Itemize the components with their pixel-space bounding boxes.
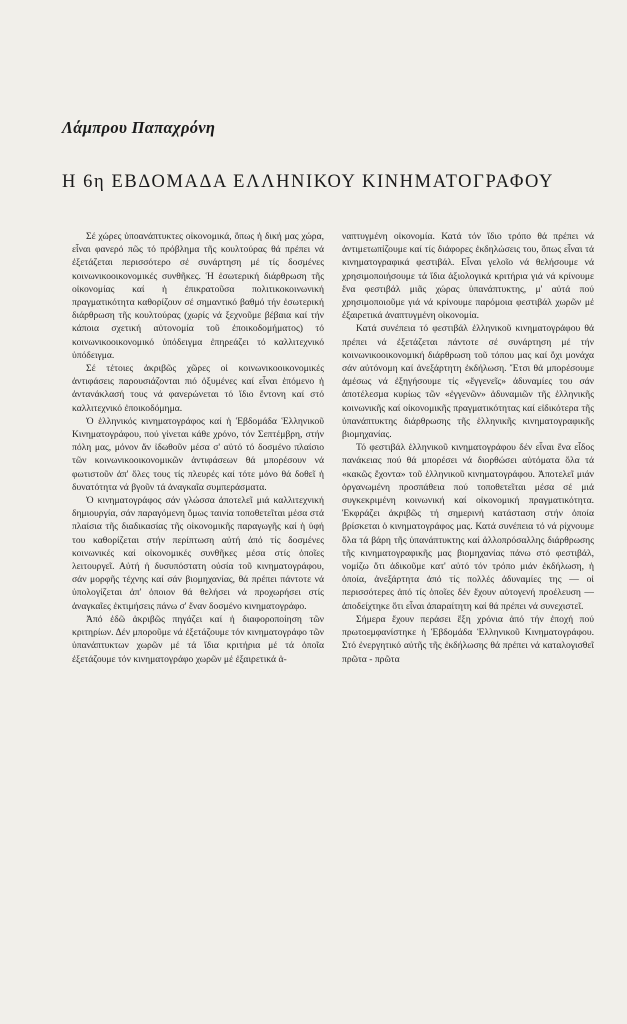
paragraph: Ἀπό ἐδῶ ἀκριβῶς πηγάζει καί ἡ διαφοροποίηση τῶν κριτηρίων. Δέν μποροῦμε νά ἐξετάζουμε τόν κινηματογράφο τῶν ὑπανάπτυκτων χωρῶν μέ τά ἴδια κριτήρια μέ τά ὁποῖα ἐξετάζουμε τόν κινηματογράφο χωρῶν μέ ἐξαιρετικά ἀ- bbox=[72, 613, 324, 665]
author-name: Λάμπρου Παπαχρόνη bbox=[62, 118, 216, 137]
article-title: Η 6η ΕΒΔΟΜΑΔΑ ΕΛΛΗΝΙΚΟΥ ΚΙΝΗΜΑΤΟΓΡΑΦΟΥ bbox=[62, 172, 554, 192]
paragraph: Σέ τέτοιες ἀκριβῶς χῶρες οἱ κοινωνικοοικονομικές ἀντιφάσεις παρουσιάζονται πιό ὀξυμένες καί εἶναι ἑπόμενο ἡ ἀντανάκλασή τους νά φανερώνεται τό ἴδιο ἔντονη καί στό καλλιτεχνικό ἐποικοδόμημα. bbox=[72, 363, 324, 414]
paragraph: Σέ χώρες ὑποανάπτυκτες οἰκονομικά, ὅπως ἡ δική μας χώρα, εἶναι φανερό πῶς τό πρόβλημα τῆς κουλτούρας θά πρέπει νά ἐξετάζεται περισσότερο σέ συνάρτηση μέ τίς δοσμένες κοινωνικοοικονομικές συνθῆκες. Ἡ ἐσωτερική διάρθρωση τῆς οἰκονομίας καί ἡ ἐπικρατοῦσα πολιτικοκοινωνική πραγματικότητα καθορίζουν σέ σημαντικό βαθμό τήν ἐσωτερική διάρθρωση τῆς κουλτούρας (χωρίς νά ξεχνοῦμε βέβαια καί τήν κάποια σχετική αὐτονομία τοῦ ἐποικοδομήματος) τό κοινωνικοοικονομικό ὑπόδειγμα ἐπηρεάζει τό καλλιτεχνικό ὑπόδειγμα. bbox=[72, 231, 324, 361]
paragraph: ναπτυγμένη οἰκονομία. Κατά τόν ἴδιο τρόπο θά πρέπει νά ἀντιμετωπίζουμε καί τίς διάφορες ἐκδηλώσεις του, ὅπως εἶναι τά κινηματογραφικά φεστιβάλ. Εἶναι γελοῖο νά θελήσουμε νά χρησιμοποιήσουμε τά ἴδια ἀξιολογικά κριτήρια γιά νά κρίνουμε ἕνα φεστιβάλ μιᾶς χώρας ὑπανάπτυκτης, μ' αὐτά πού χρησιμοποιοῦμε γιά νά κρίνουμε παρόμοια φεστιβάλ χωρῶν μέ ἐξαιρετικά ἀναπτυγμένη οἰκονομία. bbox=[342, 231, 594, 322]
paragraph: Σήμερα ἔχουν περάσει ἕξη χρόνια ἀπό τήν ἐποχή πού πρωτοεμφανίστηκε ἡ Ἑβδομάδα Ἑλληνικοῦ Κινηματογράφου. Στό ἐνεργητικό αὐτῆς τῆς ἐκδήλωσης θά πρέπει νά καταλογισθεῖ πρῶτα - πρῶτα bbox=[342, 613, 594, 665]
article-body bbox=[72, 230, 594, 666]
paragraph: Τό φεστιβάλ ἑλληνικοῦ κινηματογράφου δέν εἶναι ἕνα εἶδος πανάκειας πού θά μπορέσει νά διορθώσει αὐτόματα ὅλα τά «κακῶς ἔχοντα» τοῦ ἑλληνικοῦ κινηματογράφου. Ἀποτελεῖ μιάν ὀργανωμένη προσπάθεια πού τοποθετεῖται μέσα σέ μιά συγκεκριμένη κοινωνική καί οἰκονομική πραγματικότητα. Ἐκφράζει ἀκριβῶς τή σημερινή κατάσταση στήν ὁποία βρίσκεται ὁ κινηματογράφος μας. Κατά συνέπεια τό νά ρίχνουμε ὅλα τά βάρη τῆς ὑπανάπτυκτης καί ἀλλοπρόσαλλης διάρθρωσης τῆς κινηματογραφικῆς μας βιομηχανίας πάνω στό φεστιβάλ, νομίζω ὅτι ἀδικοῦμε κατ' αὐτό τόν τρόπο μιάν ἐκδήλωση, ἡ ὁποία, ἀνεξάρτητα ἀπό τίς πολλές ἀδυναμίες της — οἱ περισσότερες ἀπό τίς ὁποῖες δέν ἔχουν αὐτογενή προέλευση — ἀποδείχτηκε ὅτι εἶναι ἀπαραίτητη καί θά πρέπει νά συνεχιστεῖ. bbox=[342, 442, 594, 612]
right-column bbox=[342, 230, 594, 666]
left-column bbox=[72, 230, 324, 666]
paragraph: Ὁ ἑλληνικός κινηματογράφος καί ἡ Ἑβδομάδα Ἑλληνικοῦ Κινηματογράφου, πού γίνεται κάθε χρόνο, τόν Σεπτέμβρη, στήν πόλη μας, μόνον ἄν ἰδωθοῦν μέσα σ' αὐτό τό δοσμένο πλαίσιο τῶν κοινωνικοοικονομικῶν ἀντιφάσεων θά μπορέσουν νά φωτιστοῦν ἀπ' ὅλες τους τίς πλευρές καί τότε μόνο θά δοθεῖ ἡ δυνατότητα νά βγοῦν τά ἀναγκαῖα συμπεράσματα. bbox=[72, 415, 324, 493]
paragraph: Ὁ κινηματογράφος σάν γλώσσα ἀποτελεῖ μιά καλλιτεχνική δημιουργία, σάν παραγόμενη ὅμως ταινία τοποθετεῖται μέσα στά πλαίσια τῆς διαδικασίας τῆς οἰκονομικῆς παραγωγῆς καί ἡ ὑφή του καθορίζεται στήν περίπτωση αὐτή ἀπό τίς δοσμένες κοινωνικές καί οἰκονομικές συνθῆκες μέσα στίς ὁποῖες λειτουργεῖ. Αὐτή ἡ δυσυπόστατη οὐσία τοῦ κινηματογράφου, σάν μορφῆς τέχνης καί σάν βιομηχανίας, θά πρέπει πάντοτε νά ὑπολογίζεται ἀπ' ὁποιον θά θελήσει νά προχωρήσει στίς ἀναγκαῖες ἐκτιμήσεις πάνω σ' ἕναν δοσμένο κινηματογράφο. bbox=[72, 495, 324, 612]
paragraph: Κατά συνέπεια τό φεστιβάλ ἑλληνικοῦ κινηματογράφου θά πρέπει νά ἐξετάζεται πάντοτε σέ συνάρτηση μέ τήν κοινωνικοοικονομική διάρθρωση τοῦ τόπου μας καί ὄχι μονάχα σάν αὐτόνομη καί ἀνεξάρτητη ἐκδήλωση. Ἔτσι θά μπορέσουμε ἀμέσως νά ἐξηγήσουμε τίς «ἔγγενεῖς» ἀδυναμίες του σάν ἀποτέλεσμα κυρίως τῶν «ἐγγενῶν» ἀδυναμιῶν τῆς ἑλληνικῆς κοινωνικῆς καί οἰκονομικῆς πραγματικότητας καί εἰδικότερα τῆς ὑπανάπτυκτης διάρθρωσης τῆς ἑλληνικῆς κινηματογραφικῆς βιομηχανίας. bbox=[342, 323, 594, 441]
